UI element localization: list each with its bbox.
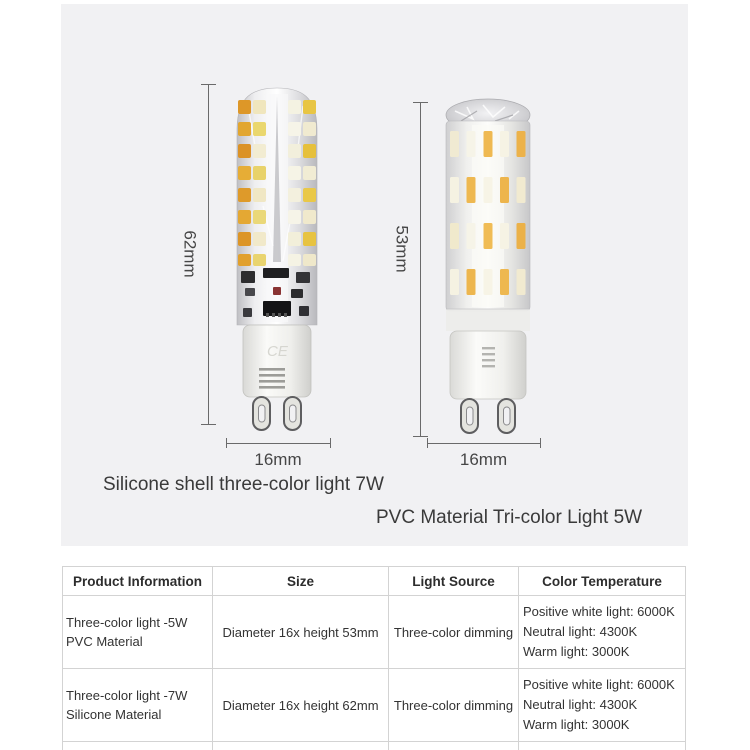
product-name: Three-color light -7W — [66, 688, 188, 703]
ceramic-base-left — [243, 325, 311, 397]
width-dimension-right — [427, 443, 540, 444]
height-dimension-right — [420, 102, 421, 436]
pvc-bulb-image — [443, 97, 533, 439]
dim-cap — [330, 438, 331, 448]
table-header-row — [63, 567, 686, 596]
temp-neutral: Neutral light: 4300K — [523, 624, 638, 639]
product-photo-panel — [61, 4, 688, 546]
frosted-collar — [446, 309, 530, 331]
product-material: PVC Material — [66, 634, 143, 649]
column-header-light-source: Light Source — [389, 567, 519, 596]
temp-neutral: Neutral light: 4300K — [523, 697, 638, 712]
driver-board — [241, 268, 310, 317]
dim-cap — [201, 424, 216, 425]
table-row — [63, 669, 686, 742]
column-header-size: Size — [213, 567, 389, 596]
height-label-left: 62mm — [180, 230, 200, 278]
cell-empty — [389, 742, 519, 750]
dim-cap — [413, 436, 428, 437]
table-row — [63, 596, 686, 669]
dim-cap — [540, 438, 541, 448]
silicone-bulb-image — [233, 86, 321, 432]
cell-product-info — [63, 669, 213, 742]
temp-warm: Warm light: 3000K — [523, 644, 630, 659]
width-label-right: 16mm — [459, 450, 508, 469]
temp-white: Positive white light: 6000K — [523, 604, 675, 619]
column-header-color-temperature: Color Temperature — [519, 567, 686, 596]
height-label-right: 53mm — [392, 225, 412, 273]
product-material: Silicone Material — [66, 707, 162, 722]
caption-pvc-bulb: PVC Material Tri-color Light 5W — [376, 507, 643, 528]
width-dimension-left — [226, 443, 330, 444]
caption-silicone-bulb: Silicone shell three-color light 7W — [103, 474, 384, 495]
temp-white: Positive white light: 6000K — [523, 677, 675, 692]
cell-color-temperature — [519, 669, 686, 742]
table-row-cutoff — [63, 742, 686, 750]
width-label-left: 16mm — [254, 450, 302, 469]
product-name: Three-color light -5W — [66, 615, 188, 630]
cell-size: Diameter 16x height 62mm — [213, 669, 389, 742]
ceramic-base-right — [450, 331, 526, 399]
product-spec-table — [62, 566, 686, 750]
height-dimension-left — [208, 84, 209, 424]
cell-empty — [63, 742, 213, 750]
cell-light-source: Three-color dimming — [389, 596, 519, 669]
cell-empty — [519, 742, 686, 750]
cell-size: Diameter 16x height 53mm — [213, 596, 389, 669]
g9-pins-left — [253, 397, 301, 430]
cell-empty — [213, 742, 389, 750]
ce-mark: CE — [267, 343, 288, 360]
cell-light-source: Three-color dimming — [389, 669, 519, 742]
cell-product-info — [63, 596, 213, 669]
g9-pins-right — [461, 399, 515, 433]
temp-warm: Warm light: 3000K — [523, 717, 630, 732]
column-header-product-information: Product Information — [63, 567, 213, 596]
cell-color-temperature — [519, 596, 686, 669]
